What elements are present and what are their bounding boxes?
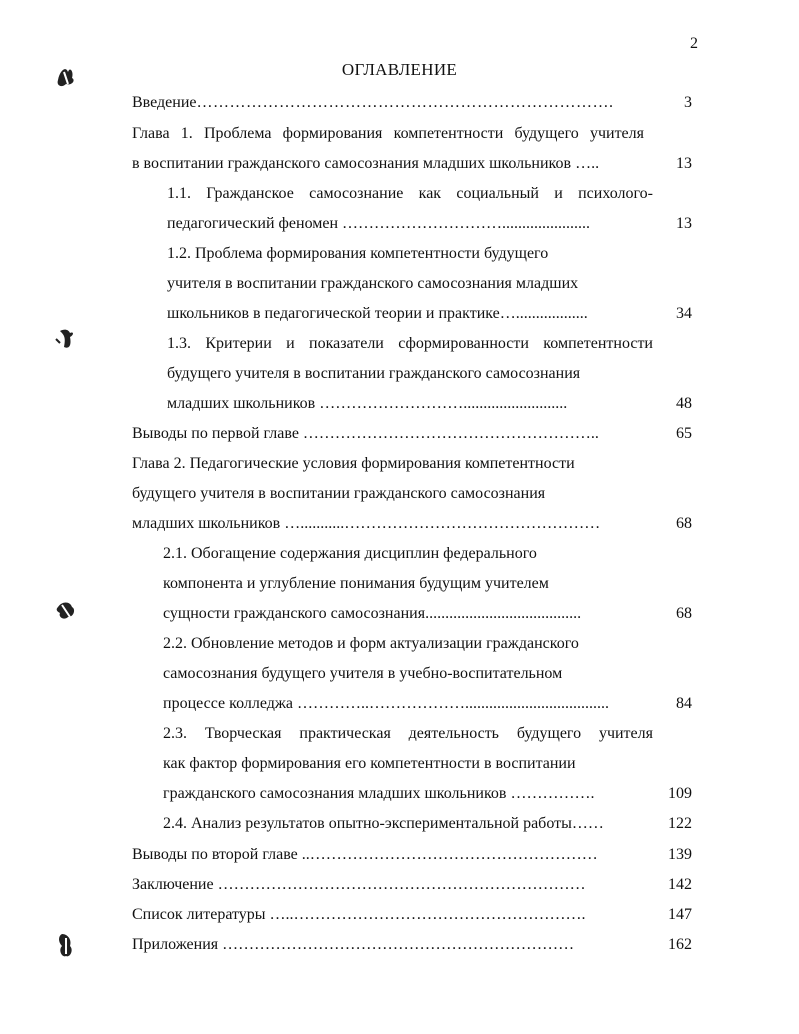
binding-hole-mark — [52, 62, 80, 92]
toc-entry-line: учителя в воспитании гражданского самосознания младших — [167, 275, 579, 292]
toc-entry-line: 2.3. Творческая практическая деятельность будущего учителя — [163, 725, 653, 742]
toc-entry-line: Список литературы …..………………………………………………. — [132, 906, 586, 923]
toc-entry-line: 2.2. Обновление методов и форм актуализации гражданского — [163, 635, 579, 652]
toc-entry-line: Глава 2. Педагогические условия формирования компетентности — [132, 455, 575, 472]
toc-entry-page-number: 122 — [668, 815, 692, 832]
toc-entry-page-number: 13 — [676, 155, 692, 172]
toc-entry-line: 1.2. Проблема формирования компетентности будущего — [167, 245, 549, 262]
toc-entry-line: процессе колледжа …………..……………….................................... — [163, 695, 610, 712]
toc-entry-page-number: 147 — [668, 906, 692, 923]
toc-entry-page-number: 13 — [676, 215, 692, 232]
toc-entry-line: 1.3. Критерии и показатели сформированности компетентности — [167, 335, 653, 352]
toc-entry-line: 1.1. Гражданское самосознание как социальный и психолого- — [167, 185, 653, 202]
toc-entry-line: как фактор формирования его компетентности в воспитании — [163, 755, 576, 772]
toc-entry-line: младших школьников …...........………………………………………… — [132, 515, 601, 532]
toc-entry-line: сущности гражданского самосознания....................................... — [163, 605, 582, 622]
toc-entry-line: Выводы по второй главе ..……………………………………………… — [132, 846, 598, 863]
toc-entry-page-number: 3 — [684, 94, 692, 111]
toc-entry-line: педагогический феномен …………………………...................... — [167, 215, 591, 232]
toc-entry-page-number: 84 — [676, 695, 692, 712]
toc-entry-line: Выводы по первой главе ……………………………………………….. — [132, 425, 599, 442]
toc-entry-page-number: 34 — [676, 305, 692, 322]
binding-hole-mark — [52, 930, 80, 960]
toc-entry-line: 2.4. Анализ результатов опытно-экспериментальной работы…… — [163, 815, 604, 832]
toc-entry-title — [132, 93, 614, 113]
binding-hole-mark — [52, 325, 80, 355]
toc-entry-line: 2.1. Обогащение содержания дисциплин федерального — [163, 545, 537, 562]
toc-entry-line: будущего учителя в воспитании гражданского самосознания — [132, 485, 546, 502]
toc-entry-line: школьников в педагогической теории и практике….................. — [167, 305, 588, 322]
toc-entry-page-number: 139 — [668, 846, 692, 863]
toc-entry-page-number: 68 — [676, 515, 692, 532]
toc-entry-line: будущего учителя в воспитании гражданского самосознания — [167, 365, 581, 382]
toc-entry-page-number: 65 — [676, 425, 692, 442]
toc-entry-line: самосознания будущего учителя в учебно-воспитательном — [163, 665, 563, 682]
toc-entry-line: компонента и углубление понимания будущим учителем — [163, 575, 549, 592]
toc-entry-page-number: 142 — [668, 876, 692, 893]
toc-entry-page-number: 68 — [676, 605, 692, 622]
page-number: 2 — [690, 35, 698, 52]
toc-entry-line: младших школьников ……………………….......................... — [167, 395, 568, 412]
toc-entry-page-number: 109 — [668, 785, 692, 802]
toc-entry-line: в воспитании гражданского самосознания младших школьников ….. — [132, 155, 600, 172]
toc-entry-line: гражданского самосознания младших школьников ……………. — [163, 785, 595, 802]
toc-entry-label: Введение — [132, 94, 197, 111]
toc-entry-line: Заключение …………………………………………………………… — [132, 876, 586, 893]
toc-entry-line: Глава 1. Проблема формирования компетентности будущего учителя — [132, 125, 644, 142]
page-title: ОГЛАВЛЕНИЕ — [341, 60, 458, 79]
toc-leader-dots: …………………………………………………………………. — [196, 94, 614, 111]
binding-hole-mark — [52, 595, 80, 625]
toc-entry-page-number: 162 — [668, 936, 692, 953]
toc-entry-line: Приложения ………………………………………………………… — [132, 936, 575, 953]
toc-entry-page-number: 48 — [676, 395, 692, 412]
